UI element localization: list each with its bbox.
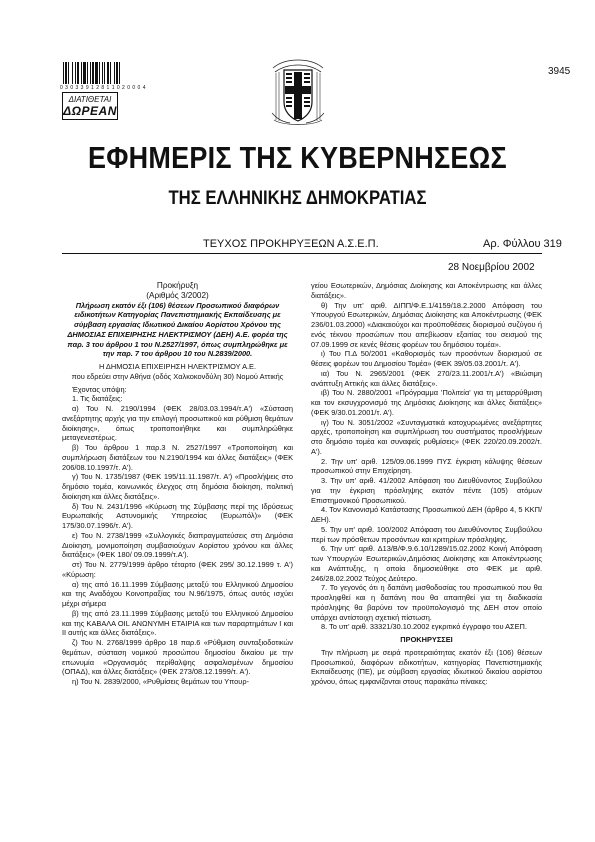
right-column bbox=[311, 281, 542, 687]
barcode-bar bbox=[104, 62, 105, 84]
para-1ib: ιβ) Του Ν. 2880/2001 «Πρόγραμμα 'Πολιτεία' για τη μεταρρύθμιση και τον εκσυγχρονισμό της Δημόσιας Διοίκησης και άλλες διατάξεις» (ΦΕΚ 9/30.01.2001/τ. Α'). bbox=[311, 388, 542, 417]
barcode-bar bbox=[75, 62, 76, 84]
para-1e: ε) Του Ν. 2738/1999 «Συλλογικές διαπραγματεύσεις στη Δημόσια Διοίκηση, μονιμοποίηση συμβασιούχων Αορίστου χρόνου και άλλες διατάξεις» (ΦΕΚ 180/ 09.09.1999/τ.Α'). bbox=[62, 530, 293, 560]
para-1st-a: α) της από 16.11.1999 Σύμβασης μεταξύ του Ελληνικού Δημοσίου και της Αναδόχου Κοινοπραξίας του Ν.96/1975, όπως αυτός ισχύει μέχρι σήμερα bbox=[62, 579, 293, 608]
gazette-subtitle: ΤΗΣ ΕΛΛΗΝΙΚΗΣ ΔΗΜΟΚΡΑΤΙΑΣ bbox=[168, 188, 427, 209]
gazette-title: ΕΦΗΜΕΡΙΣ ΤΗΣ ΚΥΒΕΡΝΗΣΕΩΣ bbox=[88, 140, 507, 175]
barcode-bar bbox=[83, 62, 86, 84]
greek-coat-of-arms-emblem bbox=[270, 58, 326, 126]
barcode-bar bbox=[77, 62, 79, 84]
free-distribution-stamp bbox=[62, 92, 118, 120]
barcode-bar bbox=[116, 62, 118, 84]
issue-type: ΤΕΥΧΟΣ ΠΡΟΚΗΡΥΞΕΩΝ Α.Σ.Ε.Π. bbox=[203, 238, 379, 250]
barcode-bar bbox=[81, 62, 82, 84]
barcode-bar bbox=[63, 62, 64, 84]
para-4: 4. Τον Κανονισμό Κατάστασης Προσωπικού ΔΕΗ (άρθρο 4, 5 ΚΚΠ/ΔΕΗ). bbox=[311, 505, 542, 524]
barcode-bar bbox=[68, 62, 69, 84]
final-paragraph: Την πλήρωση με σειρά προτεραιότητας εκατόν έξι (106) θέσεων Προσωπικού, διαφόρων ειδικοτήτων, κατηγορίας Πανεπιστημιακής Εκπαίδευσης (ΠΕ), με σύμβαση εργασίας ιδιωτικού δικαίου αορίστου χρόνου, όπως εμφανίζονται στους παρακάτω πίνακες: bbox=[311, 647, 542, 686]
proclamation-summary: Πλήρωση εκατόν έξι (106) θέσεων Προσωπικού διαφόρων ειδικοτήτων Κατηγορίας Πανεπιστημιακής Εκπαίδευσης με σύμβαση εργασίας Ιδιωτικού Δικαίου Αορίστου Χρόνου της ΔΗΜΟΣΙΑΣ ΕΠΙΧΕΙΡΗΣΗΣ ΗΛΕΚΤΡΙΣΜΟΥ (ΔΕΗ) Α.Ε. φορέα της παρ. 3 του άρθρου 1 του Ν.2527/1997, όπως συμπληρώθηκε με την παρ. 7 του άρθρου 10 του Ν.2839/2000. bbox=[67, 300, 288, 359]
proclamation-heading: Προκήρυξη bbox=[156, 281, 199, 290]
para-1h-cont: γείου Εσωτερικών, Δημόσιας Διοίκησης και Αποκέντρωσης και άλλες διατάξεις». bbox=[311, 281, 542, 300]
issue-date: 28 Νοεμβρίου 2002 bbox=[448, 262, 535, 273]
barcode bbox=[62, 62, 158, 84]
free-line2: ΔΩΡΕΑΝ bbox=[63, 104, 117, 118]
page-number: 3945 bbox=[548, 66, 571, 77]
barcode-bar bbox=[107, 62, 109, 84]
proclamation-number: (Αριθμός 3/2002) bbox=[146, 290, 209, 300]
announces-heading: ΠΡΟΚΗΡΥΣΣΕΙ bbox=[400, 635, 453, 644]
barcode-bar bbox=[114, 62, 115, 84]
organization-name: Η ΔΗΜΟΣΙΑ ΕΠΙΧΕΙΡΗΣΗ ΗΛΕΚΤΡΙΣΜΟΥ Α.Ε. bbox=[98, 362, 257, 371]
para-1ig: ιγ) Του Ν. 3051/2002 «Συνταγματικά κατοχυρωμένες ανεξάρτητες αρχές, τροποποίηση και συμπλήρωση του συστήματος προσλήψεων στο δημόσιο τομέα και συναφείς ρυθμίσεις» (ΦΕΚ 220/20.09.2002/τ. Α'). bbox=[311, 417, 542, 456]
barcode-bar bbox=[95, 62, 98, 84]
para-1b: β) Του άρθρου 1 παρ.3 Ν. 2527/1997 «Τροποποίηση και συμπλήρωση διατάξεων του Ν.2190/1994 και άλλες διατάξεις» (ΦΕΚ 206/08.10.1997/τ. Α'). bbox=[62, 443, 293, 472]
para-5: 5. Την υπ' αριθ. 100/2002 Απόφαση του Διευθύνοντος Συμβούλου περί των πρόσθετων προσόντων και κριτηρίων πρόσληψης. bbox=[311, 524, 542, 544]
para-1: 1. Τις διατάξεις: bbox=[72, 394, 123, 404]
para-1z: ζ) Του Ν. 2768/1999 άρθρο 18 παρ.6 «Ρύθμιση συνταξιοδοτικών θεμάτων, σύσταση νομικού προσώπου δημοσίου δικαίου με την επωνυμία «Οργανισμός περίθαλψης ασφαλισμένων δημοσίου (ΟΠΑΔ), και άλλες διατάξεις» (ΦΕΚ 273/08.12.1999/τ. Α'). bbox=[62, 638, 293, 677]
barcode-bar bbox=[87, 62, 88, 84]
header-rule bbox=[62, 253, 542, 254]
barcode-bar bbox=[72, 62, 73, 84]
para-1c: γ) Του Ν. 1735/1987 (ΦΕΚ 195/11.11.1987/τ. Α') «Προσλήψεις στο δημόσιο τομέα, κοινωνικός έλεγχος στη δημόσια διοίκηση, πολιτική διοίκηση και άλλες διατάξεις». bbox=[62, 472, 293, 501]
sheet-number: Αρ. Φύλλου 319 bbox=[483, 238, 562, 250]
para-1h: η) Του Ν. 2839/2000, «Ρυθμίσεις θεμάτων του Υπουρ- bbox=[72, 677, 249, 686]
considering: Έχοντας υπόψη: bbox=[72, 384, 127, 394]
para-6: 6. Την υπ' αριθ. Δ13/Β/Φ.9.6.10/1289/15.02.2002 Κοινή Απόφαση των Υπουργών Εσωτερικών,Δημόσιας Διοίκησης και Αποκέντρωσης και Ανάπτυξης, η οποία δημοσιεύθηκε στο ΦΕΚ με αριθ. 246/28.02.2002 Τεύχος Δεύτερο. bbox=[311, 544, 542, 583]
barcode-digits: 0 3 0 3 3 9 1 2 8 1 1 0 2 0 0 0 4 bbox=[60, 85, 146, 91]
barcode-bar bbox=[92, 62, 94, 84]
para-1i: ι) Του Π.Δ 50/2001 «Καθορισμός των προσόντων διορισμού σε θέσεις φορέων του Δημοσίου Τομέα» (ΦΕΚ 39/05.03.2001/τ. Α'). bbox=[311, 349, 542, 368]
barcode-bar bbox=[102, 62, 103, 84]
para-1st: στ) Του Ν. 2779/1999 άρθρο τέταρτο (ΦΕΚ 295/ 30.12.1999 τ. Α') «Κύρωση: bbox=[62, 560, 293, 579]
para-1ia: ια) Του Ν. 2965/2001 (ΦΕΚ 270/23.11.2001/τ.Α') «Βιώσιμη ανάπτυξη Αττικής και άλλες διατάξεις». bbox=[311, 368, 542, 388]
para-1a: α) Του Ν. 2190/1994 (ΦΕΚ 28/03.03.1994/τ.Α') «Σύσταση ανεξάρτητης αρχής για την επιλογή προσωπικού και ρύθμιση θεμάτων διοίκησης», όπως τροποποιήθηκε και συμπληρώθηκε μεταγενεστέρως. bbox=[62, 404, 293, 443]
left-column bbox=[62, 281, 293, 687]
barcode-bar bbox=[119, 62, 120, 84]
para-1d: δ) Του Ν. 2431/1996 «Κύρωση της Σύμβασης περί της Ιδρύσεως Ευρωπαϊκής Αστυνομικής Υπηρεσίας (Ευρωπόλ)» (ΦΕΚ 175/30.07.1996/τ. Α'). bbox=[62, 501, 293, 530]
para-7: 7. Το γεγονός ότι η δαπάνη μισθοδοσίας του προσωπικού που θα προσληφθεί και η δαπάνη που θα απαιτηθεί για τη διαδικασία πρόσληψης θα βαρύνει τον προϋπολογισμό της ΔΕΗ στον οποίο υπάρχει αντίστοιχη σχετική πίστωση. bbox=[311, 583, 542, 622]
para-1th: θ) Την υπ' αριθ. ΔΙΠΠ/Φ.Ε.1/4159/18.2.2000 Απόφαση του Υπουργού Εσωτερικών, Δημόσιας Διοίκησης και Αποκέντρωσης (ΦΕΚ 236/01.03.2000) «Διακαιούχοι και προϋποθέσεις διορισμού συζύγου ή ενός τέκνου προσώπων που απεβίωσαν εξαιτίας του σεισμού της 07.09.1999 σε κενές θέσεις φορέων του δημόσιου τομέα». bbox=[311, 300, 542, 349]
organization-seat: που εδρεύει στην Αθήνα (οδός Χαλκοκονδύλη 30) Νομού Αττικής bbox=[71, 371, 284, 381]
barcode-bar bbox=[110, 62, 111, 84]
para-3: 3. Την υπ' αριθ. 41/2002 Απόφαση του Διευθύνοντος Συμβούλου για την έγκριση πρόσληψης εκατόν πέντε (105) ατόμων Επιστημονικού Προσωπικού. bbox=[311, 476, 542, 505]
barcode-bar bbox=[90, 62, 91, 84]
para-2: 2. Την υπ' αριθ. 125/09.06.1999 ΠΥΣ έγκριση κάλυψης θέσεων προσωπικού στην Επιχείρηση. bbox=[311, 456, 542, 476]
barcode-bar bbox=[99, 62, 100, 84]
free-line1: ΔΙΑΤΙΘΕΤΑΙ bbox=[68, 95, 112, 104]
barcode-bar bbox=[65, 62, 67, 84]
para-8: 8. Το υπ' αριθ. 33321/30.10.2002 εγκριτικό έγγραφο του ΑΣΕΠ. bbox=[321, 622, 527, 632]
para-1st-b: β) της από 23.11.1999 Σύμβασης μεταξύ του Ελληνικού Δημοσίου και της ΚΑΒΑΛΑ OIL ΑΝΩΝΥΜΗ ΕΤΑΙΡΙΑ και των παραρτημάτων I και II αυτής και άλλες διατάξεις». bbox=[62, 608, 293, 638]
